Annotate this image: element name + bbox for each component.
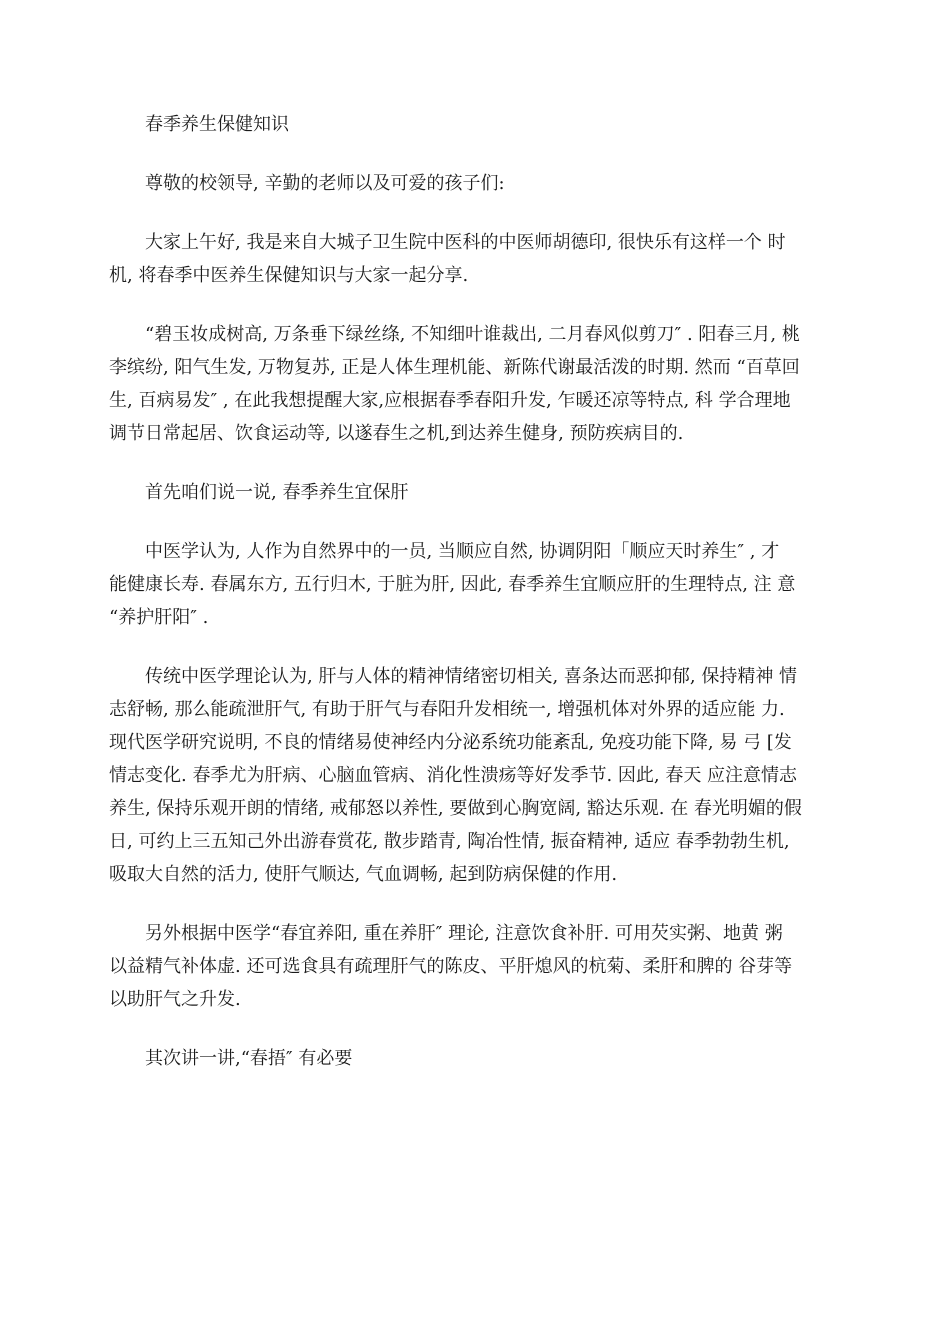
text-line: “养护肝阳″ . [109, 607, 209, 628]
paragraph-poem [109, 318, 843, 450]
text-line: 吸取大自然的活力, 使肝气顺达, 气血调畅, 起到防病保健的作用. [109, 864, 618, 885]
text-line: 能健康长寿. 春属东方, 五行归木, 于脏为肝, 因此, 春季养生宜顺应肝的生理特点, 注 意 [109, 574, 796, 595]
text-line: 春季养生保健知识 [145, 114, 289, 135]
text-line: 日, 可约上三五知己外出游春赏花, 散步踏青, 陶冶性情, 振奋精神, 适应 春季勃勃生机, [109, 831, 790, 852]
paragraph-salutation [109, 167, 843, 200]
text-line: 尊敬的校领导, 辛勤的老师以及可爱的孩子们: [145, 173, 505, 194]
text-line: 另外根据中医学“春宜养阳, 重在养肝″ 理论, 注意饮食补肝. 可用芡实粥、地黄 粥 [145, 923, 783, 944]
paragraph-section-1-p1 [109, 535, 843, 634]
text-line: 首先咱们说一说, 春季养生宜保肝 [145, 482, 409, 503]
text-line: 以助肝气之升发. [109, 989, 241, 1010]
paragraph-section-1-p2 [109, 660, 843, 891]
text-line: 以益精气补体虚. 还可选食具有疏理肝气的陈皮、平肝熄风的杭菊、柔肝和脾的 谷芽等 [109, 956, 793, 977]
text-line: 中医学认为, 人作为自然界中的一员, 当顺应自然, 协调阴阳「顺应天时养生″ , 才 [145, 541, 780, 562]
text-line: 生, 百病易发″ , 在此我想提醒大家,应根据春季春阳升发, 乍暖还凉等特点, 科 学合理地 [109, 390, 791, 411]
text-line: 大家上午好, 我是来自大城子卫生院中医科的中医师胡德印, 很快乐有这样一个 时 [145, 232, 786, 253]
paragraph-intro [109, 226, 843, 292]
text-line: 现代医学研究说明, 不良的情绪易使神经内分泌系统功能紊乱, 免疫功能下降, 易 弓 [发 [109, 732, 792, 753]
text-line: 传统中医学理论认为, 肝与人体的精神情绪密切相关, 喜条达而恶抑郁, 保持精神 情 [145, 666, 798, 687]
text-line: 李缤纷, 阳气生发, 万物复苏, 正是人体生理机能、新陈代谢最活泼的时期. 然而 “百草回 [109, 357, 800, 378]
paragraph-section-2-heading [109, 1042, 843, 1075]
text-line: 情志变化. 春季尤为肝病、心脑血管病、消化性溃疡等好发季节. 因此, 春天 应注意情志 [109, 765, 798, 786]
paragraph-section-1-heading [109, 476, 843, 509]
paragraph-section-1-p3 [109, 917, 843, 1016]
document-page [109, 108, 843, 1101]
paragraph-title [109, 108, 843, 141]
text-line: 调节日常起居、饮食运动等, 以遂春生之机,到达养生健身, 预防疾病目的. [109, 423, 684, 444]
text-line: 养生, 保持乐观开朗的情绪, 戒郁怒以养性, 要做到心胸宽阔, 豁达乐观. 在 春光明媚的假 [109, 798, 802, 819]
text-line: 其次讲一讲,“春捂″ 有必要 [145, 1048, 353, 1069]
text-line: 机, 将春季中医养生保健知识与大家一起分享. [109, 265, 469, 286]
text-line: 志舒畅, 那么能疏泄肝气, 有助于肝气与春阳升发相统一, 增强机体对外界的适应能 力. [109, 699, 785, 720]
text-line: “碧玉妆成树高, 万条垂下绿丝绦, 不知细叶谁裁出, 二月春风似剪刀″ . 阳春三月, 桃 [145, 324, 800, 345]
